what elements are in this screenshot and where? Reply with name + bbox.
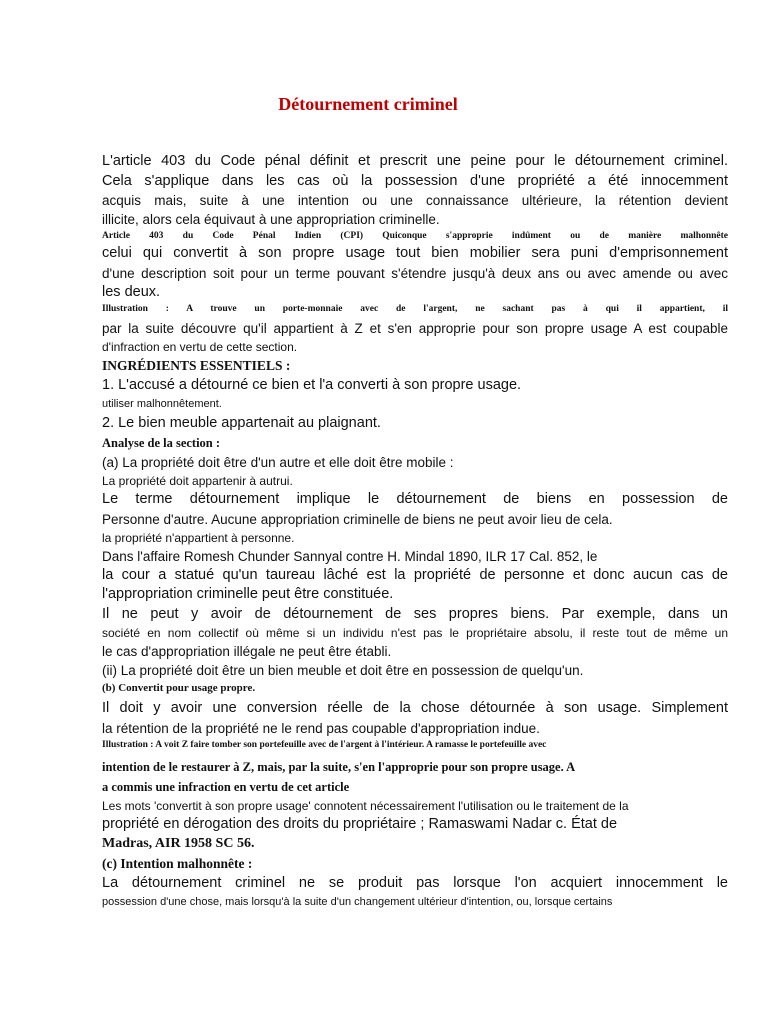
body-line: celui qui convertit à son propre usage tout bien mobilier sera puni d'emprisonnement — [102, 245, 728, 261]
body-line: les deux. — [102, 283, 161, 300]
body-line: Personne d'autre. Aucune appropriation criminelle de biens ne peut avoir lieu de cela. — [102, 511, 613, 527]
body-line: illicite, alors cela équivaut à une appropriation criminelle. — [102, 212, 440, 227]
body-line: le cas d'appropriation illégale ne peut être établi. — [102, 644, 392, 659]
body-line: (a) La propriété doit être d'un autre et elle doit être mobile : — [102, 455, 454, 470]
document-title: Détournement criminel — [278, 94, 458, 114]
body-line: d'une description soit pour un terme pouvant s'étendre jusqu'à deux ans ou avec amende ou avec — [102, 265, 728, 281]
body-line: Le terme détournement implique le détournement de biens en possession de — [102, 491, 728, 507]
body-line: d'infraction en vertu de cette section. — [102, 340, 298, 354]
body-line: a commis une infraction en vertu de cet article — [102, 779, 350, 794]
body-line: par la suite découvre qu'il appartient à Z et s'en approprie pour son propre usage A est coupable — [102, 321, 728, 336]
body-line: la propriété n'appartient à personne. — [102, 530, 295, 545]
body-line: utiliser malhonnêtement. — [102, 397, 222, 410]
body-line: propriété en dérogation des droits du propriétaire ; Ramaswami Nadar c. État de — [102, 815, 618, 832]
body-line: intention de le restaurer à Z, mais, par la suite, s'en l'approprie pour son propre usage. A — [102, 759, 576, 774]
body-line: la rétention de la propriété ne le rend pas coupable d'appropriation indue. — [102, 720, 540, 736]
body-line: Il doit y avoir une conversion réelle de la chose détournée à son usage. Simplement — [102, 700, 728, 716]
section-heading: (c) Intention malhonnête : — [102, 856, 253, 871]
body-line: Les mots 'convertit à son propre usage' connotent nécessairement l'utilisation ou le traitement de la — [102, 798, 629, 813]
section-heading: (b) Convertit pour usage propre. — [102, 682, 256, 694]
body-line: l'appropriation criminelle peut être constituée. — [102, 586, 394, 602]
body-line: acquis mais, suite à une intention ou une connaissance ultérieure, la rétention devient — [102, 193, 728, 208]
document-body — [102, 152, 728, 910]
body-line: Cela s'applique dans les cas où la possession d'une propriété a été innocemment — [102, 172, 728, 189]
body-line: possession d'une chose, mais lorsqu'à la suite d'un changement ultérieur d'intention, ou, lorsque certains — [102, 895, 613, 908]
body-line: La détournement criminel ne se produit pas lorsque l'on acquiert innocemment le — [102, 875, 728, 891]
body-line: 1. L'accusé a détourné ce bien et l'a converti à son propre usage. — [102, 377, 522, 393]
section-heading: Analyse de la section : — [102, 436, 221, 450]
body-line: société en nom collectif où même si un individu n'est pas le propriétaire absolu, il reste tout de même un — [102, 626, 728, 640]
body-line: la cour a statué qu'un taureau lâché est la propriété de personne et donc aucun cas de — [102, 566, 728, 583]
body-line: Article 403 du Code Pénal Indien (CPI) Quiconque s'approprie indûment ou de manière malhonnête — [102, 231, 728, 241]
body-line: Illustration : A trouve un porte-monnaie avec de l'argent, ne sachant pas à qui il appartient, il — [102, 304, 728, 314]
body-line: Madras, AIR 1958 SC 56. — [102, 836, 255, 851]
body-line: (ii) La propriété doit être un bien meuble et doit être en possession de quelqu'un. — [102, 663, 584, 678]
body-line: Dans l'affaire Romesh Chunder Sannyal contre H. Mindal 1890, ILR 17 Cal. 852, le — [102, 548, 598, 564]
body-line: L'article 403 du Code pénal définit et prescrit une peine pour le détournement criminel. — [102, 153, 728, 169]
body-line: La propriété doit appartenir à autrui. — [102, 474, 293, 488]
body-line: Illustration : A voit Z faire tomber son portefeuille avec de l'argent à l'intérieur. A ramasse le portefeuille avec — [102, 739, 547, 750]
body-line: 2. Le bien meuble appartenait au plaignant. — [102, 414, 381, 431]
section-heading: INGRÉDIENTS ESSENTIELS : — [102, 358, 291, 373]
body-line: Il ne peut y avoir de détournement de ses propres biens. Par exemple, dans un — [102, 605, 728, 622]
